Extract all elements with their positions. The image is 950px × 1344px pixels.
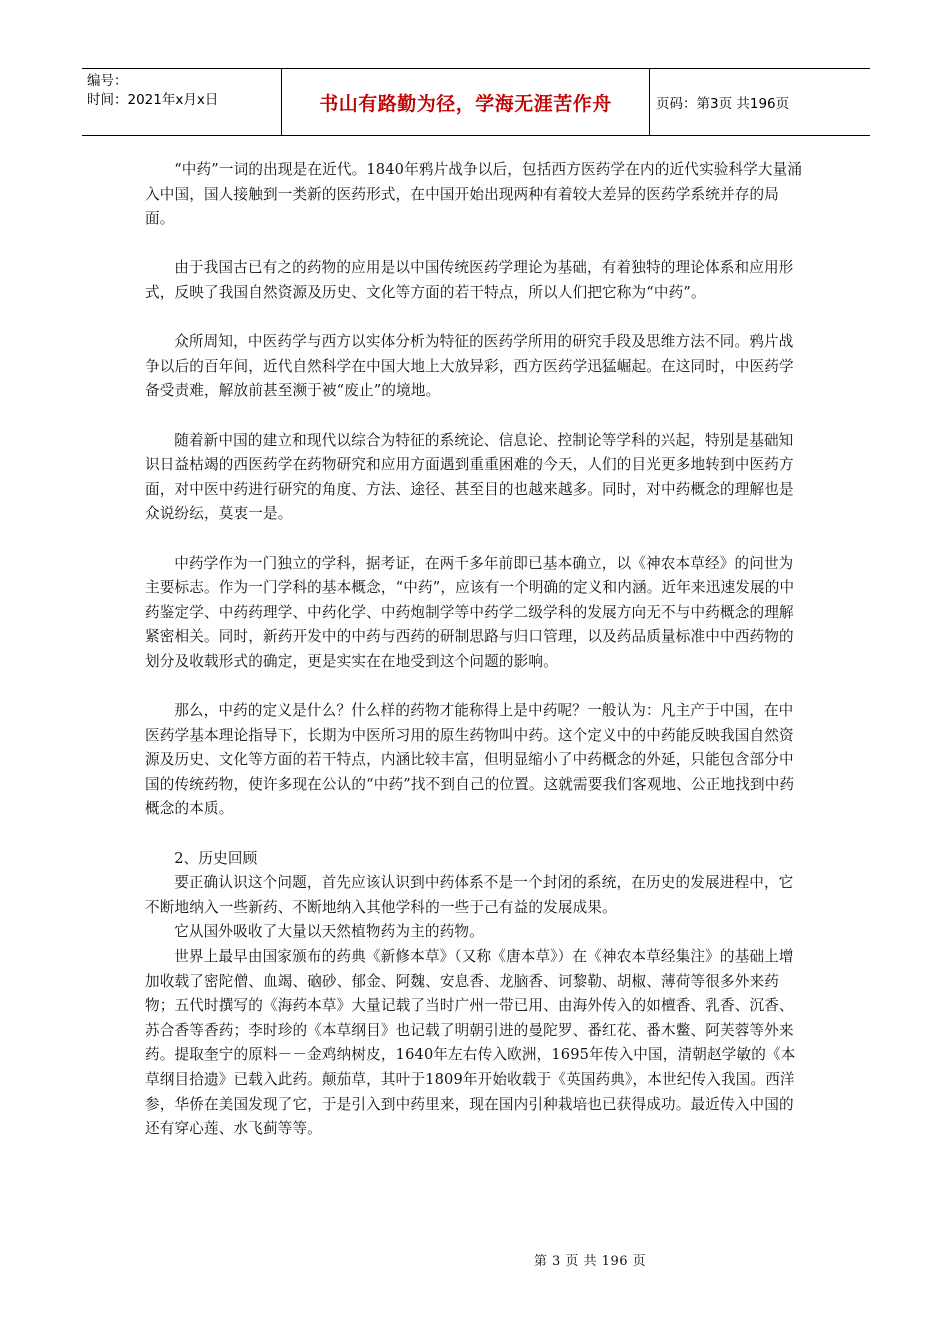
section-paragraph: 要正确认识这个问题，首先应该认识到中药体系不是一个封闭的系统，在历史的发展进程中，它不断地纳入一些新药、不断地纳入其他学科的一些于己有益的发展成果。 [145,874,794,916]
paragraph: 中药学作为一门独立的学科，据考证，在两千多年前即已基本确立，以《神农本草经》的问世为主要标志。作为一门学科的基本概念，“中药”，应该有一个明确的定义和内涵。近年来迅速发展的中药鉴定学、中药药理学、中药化学、中药炮制学等中药学二级学科的发展方向无不与中药概念的理解紧密相关。同时，新药开发中的中药与西药的研制思路与归口管理，以及药品质量标准中中西药物的划分及收载形式的确定，更是实实在在地受到这个问题的影响。 [145,554,795,670]
paragraph: 随着新中国的建立和现代以综合为特征的系统论、信息论、控制论等学科的兴起，特别是基础知识日益枯竭的西医药学在药物研究和应用方面遇到重重困难的今天，人们的目光更多地转到中医药方面，对中医中药进行研究的角度、方法、途径、甚至目的也越来越多。同时，对中药概念的理解也是众说纷纭，莫衷一是。 [145,431,794,523]
paragraph: 那么，中药的定义是什么？什么样的药物才能称得上是中药呢？一般认为：凡主产于中国，在中医药学基本理论指导下，长期为中医所习用的原生药物叫中药。这个定义中的中药能反映我国自然资源及历史、文化等方面的若干特点，内涵比较丰富，但明显缩小了中药概念的外延，只能包含部分中国的传统药物，使许多现在公认的“中药”找不到自己的位置。这就需要我们客观地、公正地找到中药概念的本质。 [145,702,795,818]
section-paragraph: 它从国外吸收了大量以天然植物药为主的药物。 [174,923,484,941]
section-heading: 2、历史回顾 [174,849,258,867]
doc-number-label: 编号： [87,73,128,89]
page-footer: 第 3 页 共 196 页 [533,1254,647,1269]
doc-date-label: 时间：2021年x月x日 [87,92,219,108]
page-header [82,68,870,136]
paragraph: 由于我国古已有之的药物的应用是以中国传统医药学理论为基础，有着独特的理论体系和应用形式，反映了我国自然资源及历史、文化等方面的若干特点，所以人们把它称为“中药”。 [145,259,794,301]
header-meta [82,69,282,135]
paragraph: “中药”一词的出现是在近代。1840年鸦片战争以后，包括西方医药学在内的近代实验科学大量涌入中国，国人接触到一类新的医药形式，在中国开始出现两种有着较大差异的医药学系统并存的局面。 [145,161,803,228]
document-body [145,158,807,1142]
header-page-info: 页码：第3页 共196页 [656,96,790,112]
header-motto: 书山有路勤为径，学海无涯苦作舟 [282,69,650,135]
paragraph: 众所周知，中医药学与西方以实体分析为特征的医药学所用的研究手段及思维方法不同。鸦片战争以后的百年间，近代自然科学在中国大地上大放异彩，西方医药学迅猛崛起。在这同时，中医药学备受责难，解放前甚至濒于被“废止”的境地。 [145,333,794,400]
section-paragraph: 世界上最早由国家颁布的药典《新修本草》（又称《唐本草》）在《神农本草经集注》的基础上增加收载了密陀僧、血竭、硇砂、郁金、阿魏、安息香、龙脑香、诃黎勒、胡椒、薄荷等很多外来药物；五代时撰写的《海药本草》大量记载了当时广州一带已用、由海外传入的如檀香、乳香、沉香、苏合香等香药；李时珍的《本草纲目》也记载了明朝引进的曼陀罗、番红花、番木鳖、阿芙蓉等外来药。提取奎宁的原料－－金鸡纳树皮，1640年左右传入欧洲，1695年传入中国，清朝赵学敏的《本草纲目拾遗》已载入此药。颠茄草，其叶于1809年开始收载于《英国药典》，本世纪传入我国。西洋参，华侨在美国发现了它，于是引入到中药里来，现在国内引种栽培也已获得成功。最近传入中国的还有穿心莲、水飞蓟等等。 [145,948,796,1138]
